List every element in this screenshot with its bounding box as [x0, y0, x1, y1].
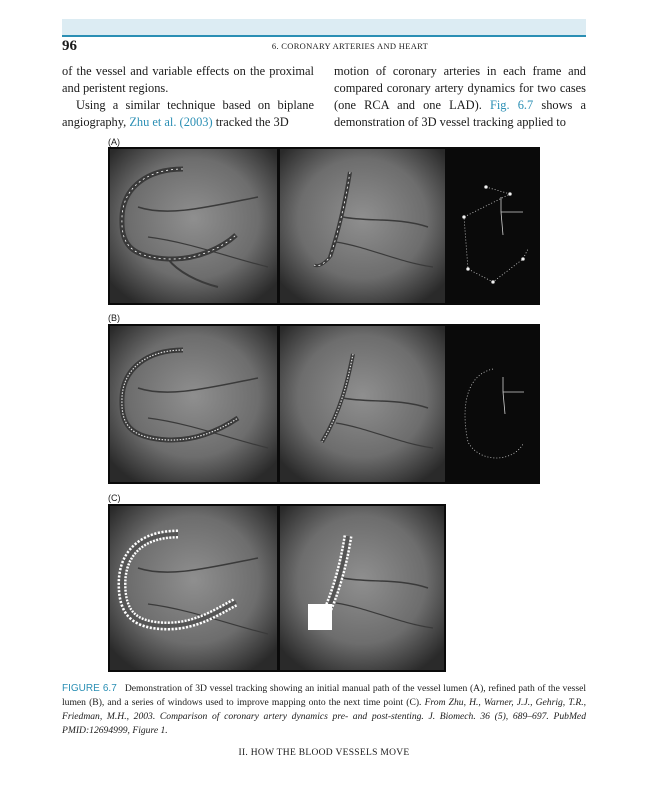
figure-panel-b	[108, 324, 540, 484]
header-rule	[62, 35, 586, 37]
caption-text: Demonstration of 3D vessel tracking showing an initial manual path of the vessel lumen (A), refined path of the vessel lumen (B), and a series of windows used to improve mapping onto the next time point (C).	[62, 683, 586, 708]
panel-label-a: (A)	[108, 137, 120, 147]
caption-source: From Zhu, H., Warner, J.J., Gehrig, T.R., Friedman, M.H., 2003. Comparison of coronary artery dynamics pre- and post-stenting. J. Biomech. 36 (5), 689–697. PubMed PMID:12694999, Figure 1.	[62, 697, 586, 736]
3d-path-plot	[463, 186, 528, 284]
paragraph	[62, 97, 314, 131]
paragraph: of the vessel and variable effects on the proximal and peristent regions.	[62, 64, 314, 95]
figure-panel-a	[108, 147, 540, 305]
footer-part-title: II. HOW THE BLOOD VESSELS MOVE	[238, 748, 410, 758]
panel-label-b: (B)	[108, 313, 120, 323]
panel-label-c: (C)	[108, 493, 121, 503]
text-run: shows a demonstration of 3D vessel tracking applied to	[334, 98, 586, 129]
text-run: Using a similar technique based on biplane angiography,	[62, 98, 314, 129]
figure-caption	[62, 682, 586, 738]
running-head: 6. CORONARY ARTERIES AND HEART	[271, 41, 429, 51]
header-band	[62, 19, 586, 35]
figure-link[interactable]: Fig. 6.7	[489, 98, 534, 112]
text-run: tracked the 3D	[212, 115, 289, 129]
body-column-right	[334, 63, 586, 131]
body-column-left	[62, 63, 314, 131]
paragraph	[334, 63, 586, 131]
page-number: 96	[62, 38, 77, 54]
citation-link[interactable]: Zhu et al. (2003)	[129, 115, 213, 129]
text-run: motion of coronary arteries in each frame and compared coronary artery dynamics for two cases (one RCA and one LAD).	[334, 64, 586, 112]
figure-panel-c	[108, 504, 446, 672]
figure-label: FIGURE 6.7	[62, 683, 117, 694]
